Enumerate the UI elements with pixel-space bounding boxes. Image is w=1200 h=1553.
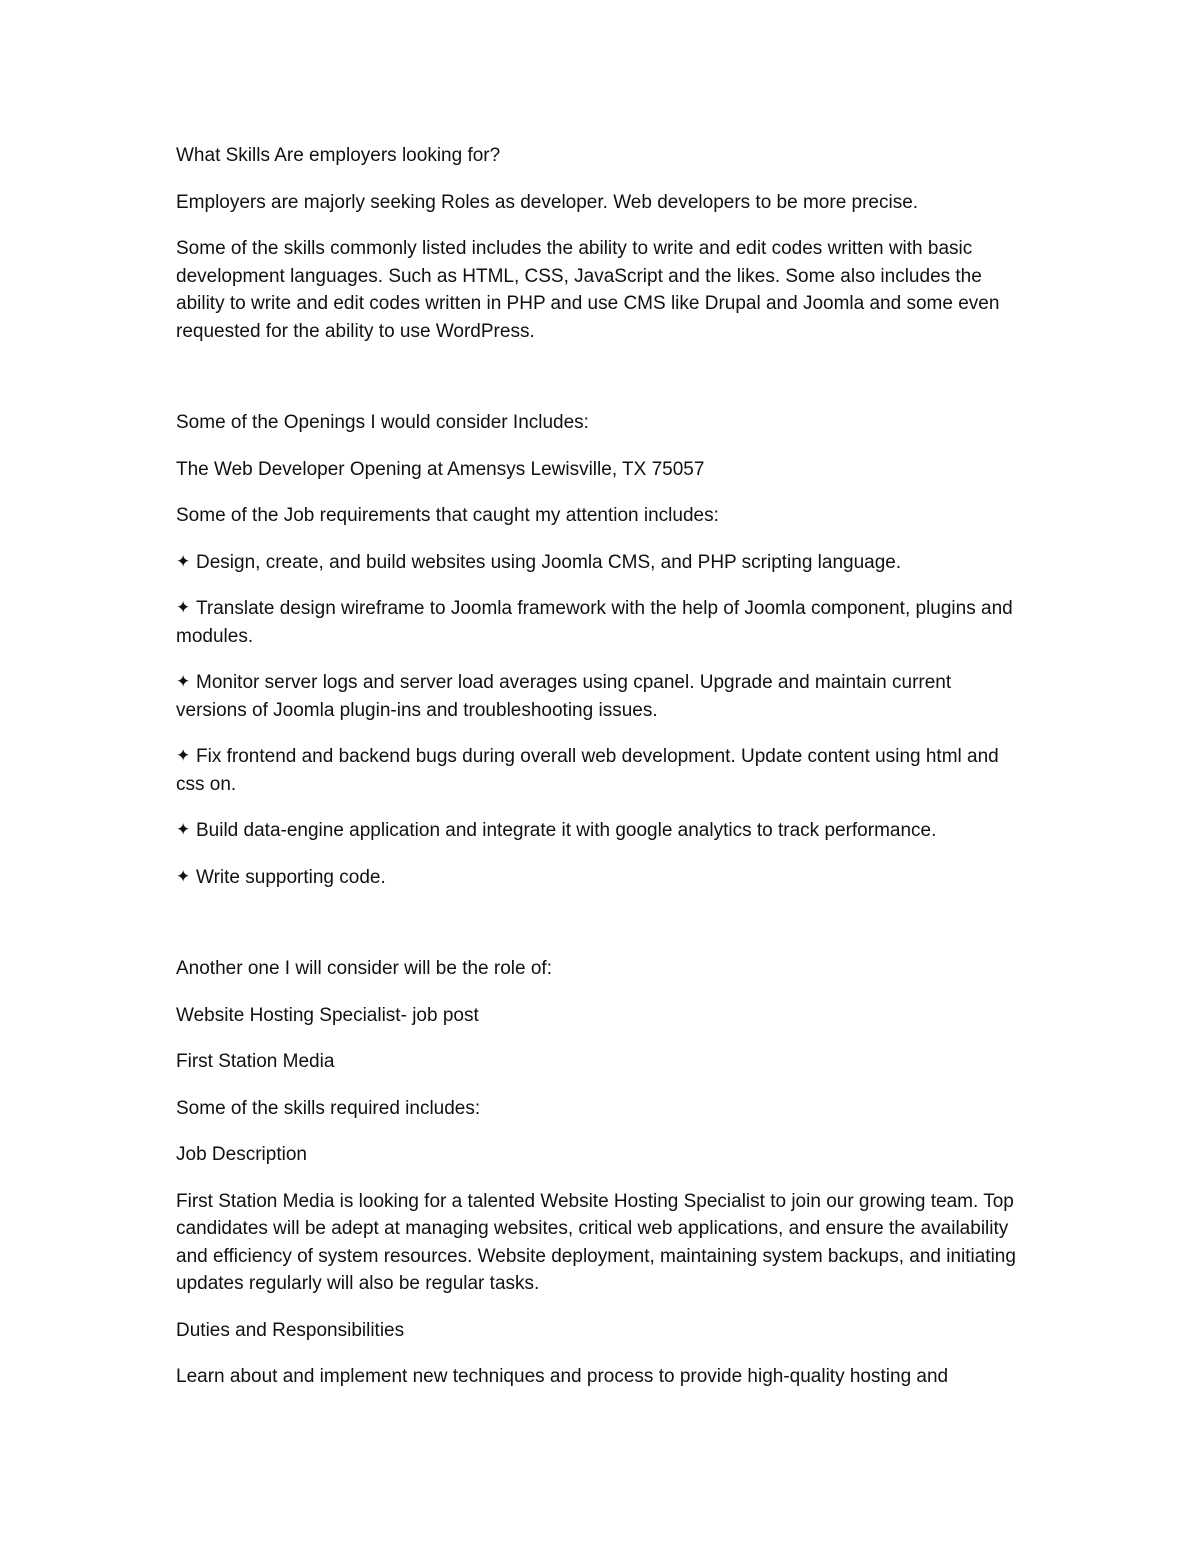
requirement-item	[176, 864, 1026, 892]
job-description-paragraph: First Station Media is looking for a talented Website Hosting Specialist to join our growing team. Top candidates will be adept at managing websites, critical web applications, and ensure the availability and efficiency of system resources. Website deployment, maintaining system backups, and initiating updates regularly will also be regular tasks.	[176, 1190, 1016, 1294]
requirement-item	[176, 595, 1026, 650]
intro-paragraph: Employers are majorly seeking Roles as developer. Web developers to be more precise.	[176, 191, 919, 213]
spacer	[176, 910, 1026, 955]
star-bullet-icon: ✦	[176, 746, 191, 766]
job-description-heading: Job Description	[176, 1144, 307, 1165]
requirement-text: Write supporting code.	[196, 866, 386, 888]
duties-heading: Duties and Responsibilities	[176, 1319, 405, 1341]
opening-2-skills-intro: Some of the skills required includes:	[176, 1097, 481, 1119]
requirement-text: Fix frontend and backend bugs during overall web development. Update content using html and css on.	[176, 746, 999, 795]
heading: What Skills Are employers looking for?	[176, 145, 501, 166]
openings-intro: Some of the Openings I would consider Includes:	[176, 412, 589, 433]
requirement-item	[176, 743, 1026, 798]
document-body	[176, 142, 1026, 1410]
opening-2-title: Website Hosting Specialist- job post	[176, 1004, 479, 1026]
requirement-text: Design, create, and build websites using Joomla CMS, and PHP scripting language.	[196, 551, 902, 573]
opening-2-intro: Another one I will consider will be the role of:	[176, 958, 552, 979]
duties-first-line: Learn about and implement new techniques and process to provide high-quality hosting and	[176, 1366, 949, 1387]
star-bullet-icon: ✦	[176, 598, 191, 618]
star-bullet-icon: ✦	[176, 672, 191, 692]
requirement-text: Monitor server logs and server load averages using cpanel. Upgrade and maintain current versions of Joomla plugin-ins and troubleshooting issues.	[176, 672, 952, 721]
opening-1-title: The Web Developer Opening at Amensys Lewisville, TX 75057	[176, 458, 705, 480]
requirement-item	[176, 669, 1026, 724]
opening-1-requirements-intro: Some of the Job requirements that caught my attention includes:	[176, 505, 719, 526]
requirement-item	[176, 817, 1026, 845]
requirement-text: Translate design wireframe to Joomla framework with the help of Joomla component, plugins and modules.	[176, 598, 1013, 647]
star-bullet-icon: ✦	[176, 551, 191, 572]
spacer	[176, 364, 1026, 409]
requirement-item	[176, 549, 1026, 577]
star-bullet-icon: ✦	[176, 866, 191, 887]
opening-2-company: First Station Media	[176, 1051, 335, 1072]
star-bullet-icon: ✦	[176, 820, 191, 840]
skills-paragraph: Some of the skills commonly listed includes the ability to write and edit codes written with basic development languages. Such as HTML, CSS, JavaScript and the likes. Some also includes the ability to write and edit codes written in PHP and use CMS like Drupal and Joomla and some even requested for the ability to use WordPress.	[176, 238, 1000, 342]
requirement-text: Build data-engine application and integrate it with google analytics to track performance.	[196, 820, 937, 841]
